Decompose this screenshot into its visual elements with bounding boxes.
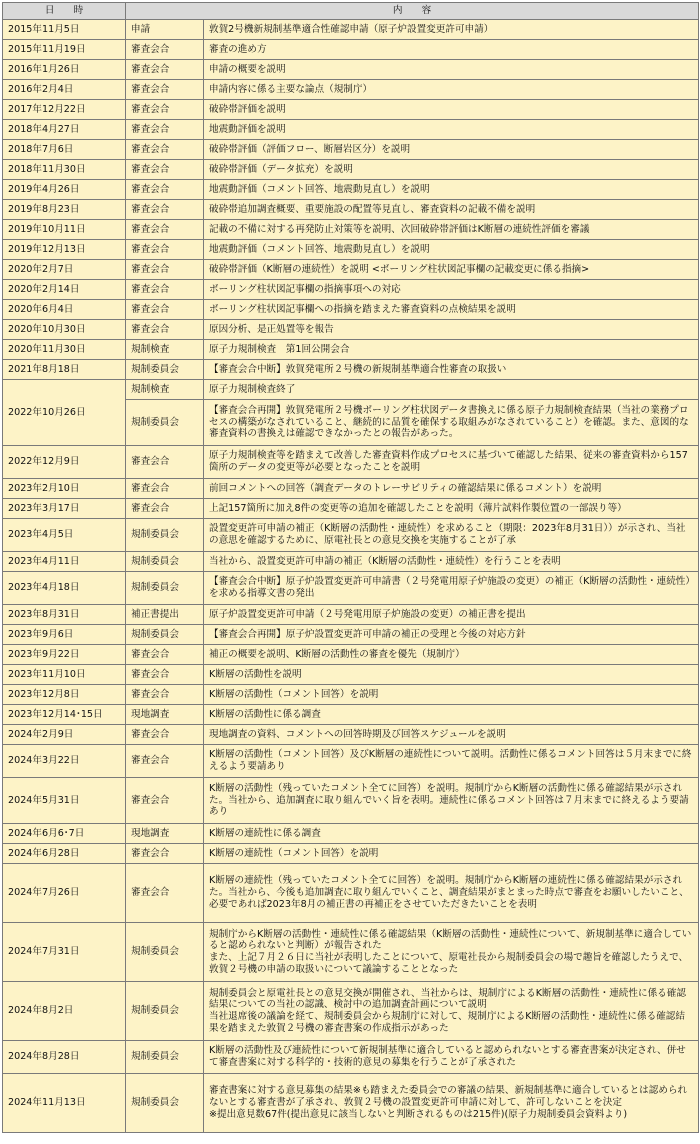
type-cell: 審査会合 (126, 220, 204, 240)
type-cell: 規制委員会 (126, 360, 204, 380)
table-row (3, 260, 699, 280)
type-cell: 規制委員会 (126, 572, 204, 605)
table-row (3, 572, 699, 605)
date-cell: 2023年2月10日 (3, 479, 126, 499)
date-cell: 2019年8月23日 (3, 200, 126, 220)
date-cell: 2023年11月10日 (3, 665, 126, 685)
description-cell: 規制庁からK断層の活動性・連続性に係る確認結果（K断層の活動性・連続性について、新規制基準に適合していると認められないと判断）が報告された また、上記７月２６日に当社が表明したことについて、原電社長から規制委員会の場で趣旨を確認したうえで、敦賀２号機の申請の取扱いについて議論することとなった (204, 923, 699, 982)
description-cell: K断層の連続性に係る調査 (204, 824, 699, 844)
type-cell: 審査会合 (126, 778, 204, 824)
type-cell: 審査会合 (126, 685, 204, 705)
type-cell: 審査会合 (126, 160, 204, 180)
date-cell: 2016年1月26日 (3, 60, 126, 80)
type-cell: 審査会合 (126, 280, 204, 300)
date-cell: 2024年7月31日 (3, 923, 126, 982)
description-cell: 記載の不備に対する再発防止対策等を説明、次回破砕帯評価はK断層の連続性評価を審議 (204, 220, 699, 240)
table-row (3, 280, 699, 300)
date-cell: 2023年9月6日 (3, 625, 126, 645)
description-cell: 現地調査の資料、コメントへの回答時期及び回答スケジュールを説明 (204, 725, 699, 745)
date-cell: 2023年4月5日 (3, 519, 126, 552)
date-cell: 2024年8月28日 (3, 1041, 126, 1074)
table-row (3, 180, 699, 200)
description-cell: K断層の活動性及び連続性について新規制基準に適合していると認められないとする審査書案が決定され、併せて審査書案に対する科学的・技術的意見の募集を行うことが了承された (204, 1041, 699, 1074)
date-cell: 2020年2月14日 (3, 280, 126, 300)
description-cell: 【審査会合中断】原子炉設置変更許可申請書（２号発電用原子炉施設の変更）の補正（K断層の活動性・連続性）を求める指導文書の発出 (204, 572, 699, 605)
description-cell: K断層の連続性（残っていたコメント全てに回答）を説明。規制庁からK断層の連続性に係る確認結果が示された。当社から、今後も追加調査に取り組んでいくこと、調査結果がまとまった時点で審査をお願いしたいこと、必要であれば2023年8月の補正書の再補正をさせていただきたいことを表明 (204, 864, 699, 923)
description-cell: 補正の概要を説明、K断層の活動性の審査を優先（規制庁） (204, 645, 699, 665)
description-cell: K断層の活動性（残っていたコメント全てに回答）を説明。規制庁からK断層の活動性に係る確認結果が示された。当社から、追加調査に取り組んでいく旨を表明。連続性に係るコメント回答は７月末までに終えるよう要請あり (204, 778, 699, 824)
description-cell: 原子力規制検査 第1回公開会合 (204, 340, 699, 360)
description-cell: 審査の進め方 (204, 40, 699, 60)
date-cell: 2022年10月26日 (3, 380, 126, 446)
description-cell: K断層の活動性に係る調査 (204, 705, 699, 725)
table-row (3, 240, 699, 260)
description-cell: 原子力規制検査等を踏まえて改善した審査資料作成プロセスに基づいて確認した結果、従来の審査資料から157箇所のデータの変更等が必要となったことを説明 (204, 446, 699, 479)
table-row (3, 60, 699, 80)
table-row (3, 605, 699, 625)
type-cell: 審査会合 (126, 100, 204, 120)
table-row (3, 625, 699, 645)
description-cell: 【審査会合再開】敦賀発電所２号機ボーリング柱状図データ書換えに係る原子力規制検査結果（当社の業務プロセスの構築がなされていること、継続的に品質を確保する取組みがなされていること）を確認。また、意図的な審査資料の書換えは確認できなかったとの報告があった。 (204, 400, 699, 446)
table-row (3, 40, 699, 60)
date-cell: 2024年6月28日 (3, 844, 126, 864)
table-row (3, 824, 699, 844)
description-cell: 前回コメントへの回答（調査データのトレーサビリティの確認結果に係るコメント）を説明 (204, 479, 699, 499)
type-cell: 審査会合 (126, 645, 204, 665)
table-row (3, 982, 699, 1041)
table-row (3, 552, 699, 572)
date-cell: 2018年4月27日 (3, 120, 126, 140)
table-row (3, 80, 699, 100)
description-cell: 審査書案に対する意見募集の結果※も踏まえた委員会での審議の結果、新規制基準に適合しているとは認められないとする審査書が了承され、敦賀２号機の設置変更許可申請に対して、許可しないことを決定 ※提出意見数67件(提出意見に該当しないと判断されるものは215件)(原子力規制委員会資料より) (204, 1074, 699, 1133)
description-cell: 地震動評価を説明 (204, 120, 699, 140)
description-cell: K断層の連続性（コメント回答）を説明 (204, 844, 699, 864)
description-cell: 【審査会合再開】原子炉設置変更許可申請の補正の受理と今後の対応方針 (204, 625, 699, 645)
header-date: 日 時 (3, 3, 126, 20)
type-cell: 規制委員会 (126, 923, 204, 982)
date-cell: 2023年4月18日 (3, 572, 126, 605)
description-cell: 地震動評価（コメント回答、地震動見直し）を説明 (204, 180, 699, 200)
description-cell: 破砕帯評価（K断層の連続性）を説明 <ボーリング柱状図記事欄の記載変更に係る指摘> (204, 260, 699, 280)
table-row (3, 340, 699, 360)
type-cell: 規制委員会 (126, 625, 204, 645)
type-cell: 規制検査 (126, 340, 204, 360)
description-cell: ボーリング柱状図記事欄への指摘を踏まえた審査資料の点検結果を説明 (204, 300, 699, 320)
date-cell: 2020年10月30日 (3, 320, 126, 340)
type-cell: 審査会合 (126, 40, 204, 60)
description-cell: 規制委員会と原電社長との意見交換が開催され、当社からは、規制庁によるK断層の活動性・連続性に係る確認結果についての当社の認識、検討中の追加調査計画について説明 当社退席後の議論を経て、規制委員会から規制庁に対して、規制庁によるK断層の活動性・連続性に係る確認結果を踏まえた敦賀２号機の審査書案の作成指示があった (204, 982, 699, 1041)
header-content: 内 容 (126, 3, 699, 20)
description-cell: ボーリング柱状図記事欄の指摘事項への対応 (204, 280, 699, 300)
date-cell: 2024年3月22日 (3, 745, 126, 778)
type-cell: 審査会合 (126, 479, 204, 499)
description-cell: 地震動評価（コメント回答、地震動見直し）を説明 (204, 240, 699, 260)
type-cell: 審査会合 (126, 320, 204, 340)
type-cell: 審査会合 (126, 665, 204, 685)
type-cell: 審査会合 (126, 725, 204, 745)
date-cell: 2023年8月31日 (3, 605, 126, 625)
table-row (3, 705, 699, 725)
table-row (3, 220, 699, 240)
table-row (3, 685, 699, 705)
table-row (3, 360, 699, 380)
description-cell: 原因分析、是正処置等を報告 (204, 320, 699, 340)
date-cell: 2020年6月4日 (3, 300, 126, 320)
type-cell: 審査会合 (126, 864, 204, 923)
table-row (3, 665, 699, 685)
header-row (3, 3, 699, 20)
date-cell: 2023年9月22日 (3, 645, 126, 665)
date-cell: 2024年2月9日 (3, 725, 126, 745)
type-cell: 規制委員会 (126, 519, 204, 552)
table-row (3, 320, 699, 340)
table-row (3, 844, 699, 864)
date-cell: 2024年6月6･7日 (3, 824, 126, 844)
description-cell: 【審査会合中断】敦賀発電所２号機の新規制基準適合性審査の取扱い (204, 360, 699, 380)
description-cell: 破砕帯追加調査概要、重要施設の配置等見直し、審査資料の記載不備を説明 (204, 200, 699, 220)
date-cell: 2019年12月13日 (3, 240, 126, 260)
table-row (3, 120, 699, 140)
table-row (3, 745, 699, 778)
table-row (3, 446, 699, 479)
type-cell: 現地調査 (126, 705, 204, 725)
table-row (3, 160, 699, 180)
table-row (3, 864, 699, 923)
description-cell: 当社から、設置変更許可申請の補正（K断層の活動性・連続性）を行うことを表明 (204, 552, 699, 572)
type-cell: 審査会合 (126, 844, 204, 864)
description-cell: 上記157箇所に加え8件の変更等の追加を確認したことを説明（薄片試料作製位置の一部誤り等） (204, 499, 699, 519)
description-cell: K断層の活動性（コメント回答）及びK断層の連続性について説明。活動性に係るコメント回答は５月末までに終えるよう要請あり (204, 745, 699, 778)
date-cell: 2018年7月6日 (3, 140, 126, 160)
table-row (3, 519, 699, 552)
type-cell: 審査会合 (126, 240, 204, 260)
date-cell: 2022年12月9日 (3, 446, 126, 479)
date-cell: 2023年12月8日 (3, 685, 126, 705)
description-cell: K断層の活動性（コメント回答）を説明 (204, 685, 699, 705)
table-row (3, 479, 699, 499)
type-cell: 審査会合 (126, 499, 204, 519)
description-cell: 設置変更許可申請の補正（K断層の活動性・連続性）を求めること（期限：2023年8月31日））が示され、当社の意思を確認するために、原電社長との意見交換を実施することが了承 (204, 519, 699, 552)
table-row (3, 380, 699, 400)
type-cell: 補正書提出 (126, 605, 204, 625)
table-row (3, 725, 699, 745)
date-cell: 2019年10月11日 (3, 220, 126, 240)
date-cell: 2024年5月31日 (3, 778, 126, 824)
type-cell: 規制委員会 (126, 982, 204, 1041)
timeline-body (3, 20, 699, 1133)
description-cell: 敦賀2号機新規制基準適合性確認申請（原子炉設置変更許可申請） (204, 20, 699, 40)
description-cell: 原子力規制検査終了 (204, 380, 699, 400)
type-cell: 審査会合 (126, 260, 204, 280)
type-cell: 規制委員会 (126, 552, 204, 572)
table-row (3, 1041, 699, 1074)
table-row (3, 100, 699, 120)
table-row (3, 20, 699, 40)
type-cell: 審査会合 (126, 60, 204, 80)
date-cell: 2019年4月26日 (3, 180, 126, 200)
type-cell: 審査会合 (126, 446, 204, 479)
date-cell: 2023年12月14･15日 (3, 705, 126, 725)
date-cell: 2017年12月22日 (3, 100, 126, 120)
date-cell: 2020年11月30日 (3, 340, 126, 360)
type-cell: 規制検査 (126, 380, 204, 400)
type-cell: 審査会合 (126, 200, 204, 220)
table-row (3, 140, 699, 160)
type-cell: 規制委員会 (126, 1041, 204, 1074)
date-cell: 2015年11月19日 (3, 40, 126, 60)
description-cell: 申請の概要を説明 (204, 60, 699, 80)
type-cell: 審査会合 (126, 745, 204, 778)
description-cell: 申請内容に係る主要な論点（規制庁） (204, 80, 699, 100)
type-cell: 現地調査 (126, 824, 204, 844)
description-cell: 破砕帯評価を説明 (204, 100, 699, 120)
description-cell: K断層の活動性を説明 (204, 665, 699, 685)
date-cell: 2024年7月26日 (3, 864, 126, 923)
type-cell: 規制委員会 (126, 1074, 204, 1133)
type-cell: 申請 (126, 20, 204, 40)
date-cell: 2015年11月5日 (3, 20, 126, 40)
date-cell: 2018年11月30日 (3, 160, 126, 180)
timeline-table (2, 2, 699, 1133)
table-row (3, 1074, 699, 1133)
table-row (3, 645, 699, 665)
type-cell: 審査会合 (126, 120, 204, 140)
date-cell: 2020年2月7日 (3, 260, 126, 280)
type-cell: 審査会合 (126, 80, 204, 100)
date-cell: 2021年8月18日 (3, 360, 126, 380)
date-cell: 2024年8月2日 (3, 982, 126, 1041)
type-cell: 規制委員会 (126, 400, 204, 446)
date-cell: 2024年11月13日 (3, 1074, 126, 1133)
type-cell: 審査会合 (126, 140, 204, 160)
table-row (3, 778, 699, 824)
date-cell: 2016年2月4日 (3, 80, 126, 100)
table-row (3, 300, 699, 320)
type-cell: 審査会合 (126, 300, 204, 320)
table-row (3, 499, 699, 519)
table-row (3, 200, 699, 220)
table-row (3, 923, 699, 982)
type-cell: 審査会合 (126, 180, 204, 200)
description-cell: 原子炉設置変更許可申請（２号発電用原子炉施設の変更）の補正書を提出 (204, 605, 699, 625)
description-cell: 破砕帯評価（データ拡充）を説明 (204, 160, 699, 180)
date-cell: 2023年4月11日 (3, 552, 126, 572)
date-cell: 2023年3月17日 (3, 499, 126, 519)
description-cell: 破砕帯評価（評価フロー、断層岩区分）を説明 (204, 140, 699, 160)
